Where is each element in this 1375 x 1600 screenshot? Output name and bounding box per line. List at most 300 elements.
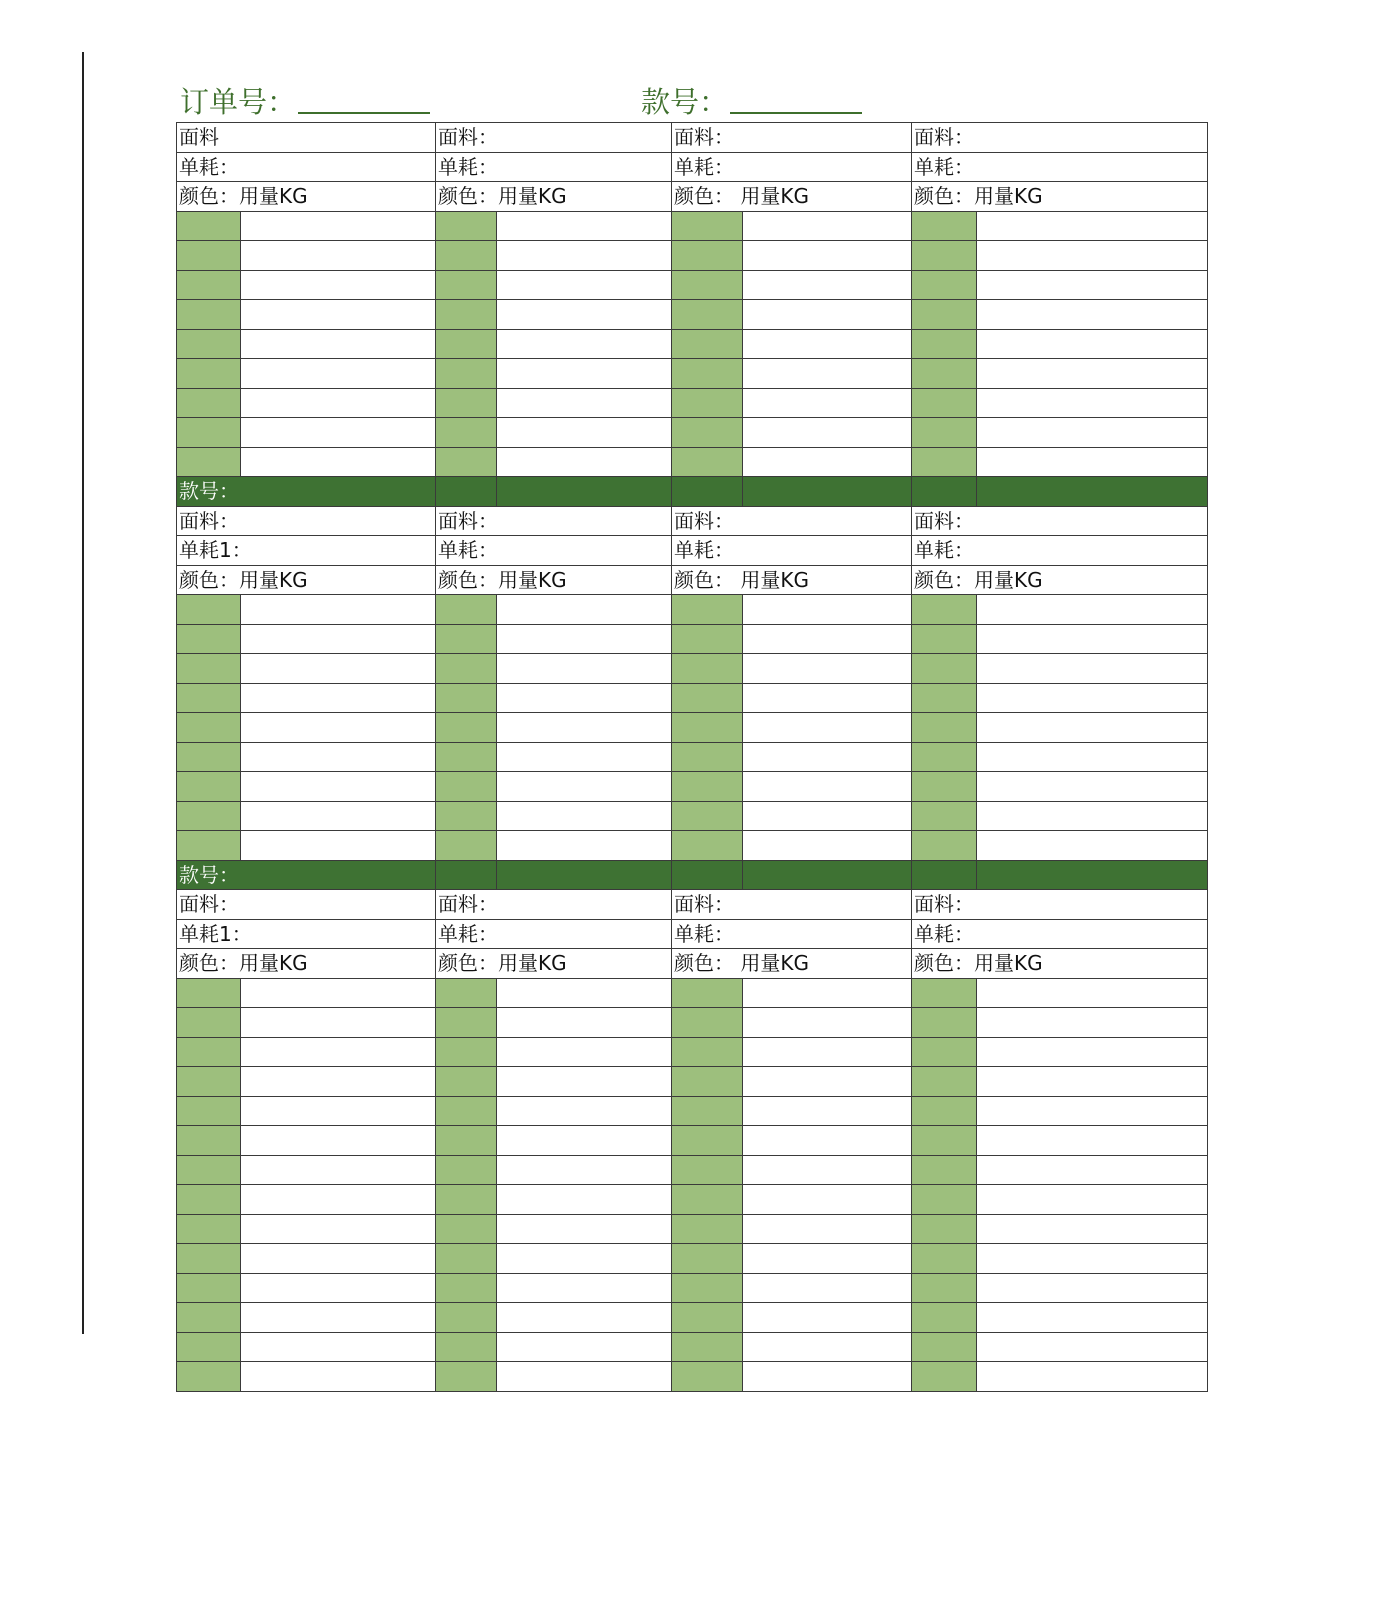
color-swatch-cell[interactable] [436,447,497,477]
usage-kg-cell[interactable] [977,329,1208,359]
color-swatch-cell[interactable] [912,300,977,330]
usage-kg-cell[interactable] [977,300,1208,330]
usage-kg-cell[interactable] [241,801,436,831]
color-swatch-cell[interactable] [436,683,497,713]
usage-kg-cell[interactable] [241,772,436,802]
color-swatch-cell[interactable] [436,359,497,389]
color-swatch-cell[interactable] [436,211,497,241]
usage-kg-cell[interactable] [241,270,436,300]
usage-kg-cell[interactable] [977,211,1208,241]
color-swatch-cell[interactable] [177,1273,241,1303]
color-swatch-cell[interactable] [672,1037,743,1067]
order-number-blank[interactable] [298,82,430,114]
style-band-cell[interactable] [436,477,497,507]
usage-kg-cell[interactable] [743,1096,912,1126]
usage-kg-cell[interactable] [743,359,912,389]
usage-kg-cell[interactable] [241,1155,436,1185]
usage-kg-cell[interactable] [497,624,672,654]
usage-kg-cell[interactable] [497,388,672,418]
usage-kg-cell[interactable] [743,683,912,713]
color-swatch-cell[interactable] [436,300,497,330]
usage-kg-cell[interactable] [743,388,912,418]
color-swatch-cell[interactable] [436,742,497,772]
color-swatch-cell[interactable] [672,1096,743,1126]
color-swatch-cell[interactable] [177,1096,241,1126]
color-swatch-cell[interactable] [912,447,977,477]
usage-kg-cell[interactable] [241,713,436,743]
fabric-cell[interactable]: 面料 [177,123,436,153]
color-swatch-cell[interactable] [436,831,497,861]
color-swatch-cell[interactable] [912,1244,977,1274]
style-band-cell[interactable] [912,860,977,890]
color-swatch-cell[interactable] [436,388,497,418]
color-swatch-cell[interactable] [436,624,497,654]
fabric-cell[interactable]: 面料： [177,890,436,920]
color-swatch-cell[interactable] [177,978,241,1008]
usage-kg-cell[interactable] [977,418,1208,448]
consumption-cell[interactable]: 单耗1： [177,536,436,566]
color-swatch-cell[interactable] [672,831,743,861]
usage-kg-cell[interactable] [497,978,672,1008]
usage-kg-cell[interactable] [497,1214,672,1244]
usage-kg-cell[interactable] [977,624,1208,654]
usage-kg-cell[interactable] [743,1303,912,1333]
usage-kg-cell[interactable] [241,447,436,477]
fabric-cell[interactable]: 面料： [436,123,672,153]
usage-kg-cell[interactable] [977,1126,1208,1156]
fabric-cell[interactable]: 面料： [436,890,672,920]
color-swatch-cell[interactable] [177,418,241,448]
usage-kg-cell[interactable] [241,1214,436,1244]
color-usage-cell[interactable]: 颜色：用量KG [912,565,1208,595]
color-swatch-cell[interactable] [672,1126,743,1156]
color-swatch-cell[interactable] [912,1008,977,1038]
color-swatch-cell[interactable] [912,1273,977,1303]
usage-kg-cell[interactable] [497,359,672,389]
usage-kg-cell[interactable] [241,1185,436,1215]
usage-kg-cell[interactable] [241,1008,436,1038]
usage-kg-cell[interactable] [743,1008,912,1038]
usage-kg-cell[interactable] [241,595,436,625]
color-swatch-cell[interactable] [177,241,241,271]
color-swatch-cell[interactable] [912,388,977,418]
fabric-cell[interactable]: 面料： [436,506,672,536]
color-swatch-cell[interactable] [436,1155,497,1185]
color-swatch-cell[interactable] [672,1332,743,1362]
usage-kg-cell[interactable] [497,1332,672,1362]
usage-kg-cell[interactable] [241,1096,436,1126]
color-swatch-cell[interactable] [912,1155,977,1185]
color-swatch-cell[interactable] [177,211,241,241]
color-swatch-cell[interactable] [912,1037,977,1067]
usage-kg-cell[interactable] [497,801,672,831]
color-swatch-cell[interactable] [672,447,743,477]
color-swatch-cell[interactable] [436,1244,497,1274]
style-band-cell[interactable] [743,860,912,890]
usage-kg-cell[interactable] [743,1214,912,1244]
color-swatch-cell[interactable] [672,211,743,241]
usage-kg-cell[interactable] [241,1273,436,1303]
usage-kg-cell[interactable] [743,1067,912,1097]
color-swatch-cell[interactable] [177,1214,241,1244]
color-swatch-cell[interactable] [177,359,241,389]
style-band-cell[interactable] [497,860,672,890]
color-swatch-cell[interactable] [436,329,497,359]
color-swatch-cell[interactable] [672,270,743,300]
usage-kg-cell[interactable] [977,1332,1208,1362]
usage-kg-cell[interactable] [977,801,1208,831]
color-swatch-cell[interactable] [912,1067,977,1097]
color-usage-cell[interactable]: 颜色：用量KG [177,182,436,212]
color-swatch-cell[interactable] [912,801,977,831]
color-swatch-cell[interactable] [177,801,241,831]
usage-kg-cell[interactable] [977,831,1208,861]
usage-kg-cell[interactable] [497,241,672,271]
color-swatch-cell[interactable] [672,1067,743,1097]
color-swatch-cell[interactable] [436,1185,497,1215]
color-swatch-cell[interactable] [436,772,497,802]
color-swatch-cell[interactable] [177,713,241,743]
usage-kg-cell[interactable] [743,418,912,448]
usage-kg-cell[interactable] [497,1067,672,1097]
consumption-cell[interactable]: 单耗： [436,919,672,949]
usage-kg-cell[interactable] [743,801,912,831]
usage-kg-cell[interactable] [743,1273,912,1303]
color-swatch-cell[interactable] [436,713,497,743]
usage-kg-cell[interactable] [743,1126,912,1156]
color-usage-cell[interactable]: 颜色： 用量KG [672,182,912,212]
color-swatch-cell[interactable] [672,1214,743,1244]
color-swatch-cell[interactable] [912,1126,977,1156]
color-swatch-cell[interactable] [436,654,497,684]
color-swatch-cell[interactable] [912,270,977,300]
fabric-cell[interactable]: 面料： [672,123,912,153]
color-swatch-cell[interactable] [436,418,497,448]
color-swatch-cell[interactable] [672,359,743,389]
usage-kg-cell[interactable] [241,1362,436,1392]
usage-kg-cell[interactable] [241,683,436,713]
color-swatch-cell[interactable] [672,241,743,271]
color-swatch-cell[interactable] [912,1096,977,1126]
usage-kg-cell[interactable] [497,1273,672,1303]
usage-kg-cell[interactable] [497,1037,672,1067]
color-usage-cell[interactable]: 颜色：用量KG [912,182,1208,212]
color-swatch-cell[interactable] [436,270,497,300]
color-swatch-cell[interactable] [912,595,977,625]
usage-kg-cell[interactable] [497,595,672,625]
usage-kg-cell[interactable] [977,447,1208,477]
consumption-cell[interactable]: 单耗： [672,536,912,566]
usage-kg-cell[interactable] [497,1244,672,1274]
color-swatch-cell[interactable] [912,654,977,684]
usage-kg-cell[interactable] [743,654,912,684]
color-swatch-cell[interactable] [436,1214,497,1244]
usage-kg-cell[interactable] [977,388,1208,418]
fabric-cell[interactable]: 面料： [672,506,912,536]
usage-kg-cell[interactable] [241,654,436,684]
usage-kg-cell[interactable] [977,742,1208,772]
color-swatch-cell[interactable] [177,772,241,802]
usage-kg-cell[interactable] [977,654,1208,684]
color-swatch-cell[interactable] [672,1185,743,1215]
color-swatch-cell[interactable] [672,595,743,625]
usage-kg-cell[interactable] [977,1155,1208,1185]
usage-kg-cell[interactable] [241,418,436,448]
usage-kg-cell[interactable] [977,1273,1208,1303]
usage-kg-cell[interactable] [497,772,672,802]
color-swatch-cell[interactable] [672,418,743,448]
usage-kg-cell[interactable] [497,831,672,861]
style-band-cell[interactable] [977,860,1208,890]
color-swatch-cell[interactable] [177,654,241,684]
color-swatch-cell[interactable] [912,1303,977,1333]
usage-kg-cell[interactable] [241,624,436,654]
color-swatch-cell[interactable] [436,1362,497,1392]
color-swatch-cell[interactable] [672,1155,743,1185]
consumption-cell[interactable]: 单耗： [912,152,1208,182]
color-swatch-cell[interactable] [436,1332,497,1362]
color-swatch-cell[interactable] [177,831,241,861]
color-usage-cell[interactable]: 颜色：用量KG [177,565,436,595]
usage-kg-cell[interactable] [743,713,912,743]
usage-kg-cell[interactable] [743,329,912,359]
color-swatch-cell[interactable] [436,801,497,831]
color-swatch-cell[interactable] [177,1037,241,1067]
usage-kg-cell[interactable] [241,1126,436,1156]
color-swatch-cell[interactable] [436,1273,497,1303]
color-swatch-cell[interactable] [177,270,241,300]
usage-kg-cell[interactable] [743,1037,912,1067]
usage-kg-cell[interactable] [977,713,1208,743]
color-swatch-cell[interactable] [672,1303,743,1333]
color-swatch-cell[interactable] [672,300,743,330]
color-usage-cell[interactable]: 颜色：用量KG [912,949,1208,979]
color-swatch-cell[interactable] [912,831,977,861]
color-swatch-cell[interactable] [672,624,743,654]
fabric-cell[interactable]: 面料： [912,890,1208,920]
color-swatch-cell[interactable] [436,595,497,625]
usage-kg-cell[interactable] [497,1362,672,1392]
color-swatch-cell[interactable] [912,683,977,713]
usage-kg-cell[interactable] [241,1303,436,1333]
style-band-cell[interactable] [977,477,1208,507]
consumption-cell[interactable]: 单耗： [912,919,1208,949]
color-swatch-cell[interactable] [436,1008,497,1038]
usage-kg-cell[interactable] [977,1067,1208,1097]
color-swatch-cell[interactable] [912,978,977,1008]
usage-kg-cell[interactable] [241,1332,436,1362]
style-band-cell[interactable] [672,477,743,507]
usage-kg-cell[interactable] [241,388,436,418]
color-swatch-cell[interactable] [672,1273,743,1303]
usage-kg-cell[interactable] [497,418,672,448]
fabric-cell[interactable]: 面料： [912,123,1208,153]
usage-kg-cell[interactable] [977,683,1208,713]
color-swatch-cell[interactable] [912,1185,977,1215]
color-swatch-cell[interactable] [672,801,743,831]
usage-kg-cell[interactable] [241,211,436,241]
color-swatch-cell[interactable] [436,1067,497,1097]
color-swatch-cell[interactable] [436,1126,497,1156]
color-swatch-cell[interactable] [177,447,241,477]
usage-kg-cell[interactable] [977,772,1208,802]
color-swatch-cell[interactable] [912,241,977,271]
color-swatch-cell[interactable] [436,1037,497,1067]
fabric-cell[interactable]: 面料： [177,506,436,536]
color-swatch-cell[interactable] [672,388,743,418]
usage-kg-cell[interactable] [497,1155,672,1185]
consumption-cell[interactable]: 单耗： [912,536,1208,566]
usage-kg-cell[interactable] [241,241,436,271]
color-swatch-cell[interactable] [177,1185,241,1215]
color-swatch-cell[interactable] [436,1303,497,1333]
usage-kg-cell[interactable] [743,978,912,1008]
style-band-label[interactable]: 款号： [177,860,436,890]
consumption-cell[interactable]: 单耗： [672,919,912,949]
consumption-cell[interactable]: 单耗1： [177,919,436,949]
usage-kg-cell[interactable] [743,595,912,625]
color-swatch-cell[interactable] [672,654,743,684]
usage-kg-cell[interactable] [977,1096,1208,1126]
usage-kg-cell[interactable] [977,1362,1208,1392]
usage-kg-cell[interactable] [241,329,436,359]
color-swatch-cell[interactable] [912,772,977,802]
usage-kg-cell[interactable] [977,1214,1208,1244]
usage-kg-cell[interactable] [497,270,672,300]
usage-kg-cell[interactable] [497,1126,672,1156]
color-swatch-cell[interactable] [177,1244,241,1274]
color-usage-cell[interactable]: 颜色：用量KG [436,949,672,979]
color-swatch-cell[interactable] [672,1008,743,1038]
usage-kg-cell[interactable] [241,1067,436,1097]
color-swatch-cell[interactable] [177,1155,241,1185]
usage-kg-cell[interactable] [977,1185,1208,1215]
style-number-blank[interactable] [730,82,862,114]
usage-kg-cell[interactable] [497,1096,672,1126]
usage-kg-cell[interactable] [977,270,1208,300]
color-swatch-cell[interactable] [912,418,977,448]
fabric-cell[interactable]: 面料： [912,506,1208,536]
usage-kg-cell[interactable] [743,1362,912,1392]
color-swatch-cell[interactable] [672,742,743,772]
color-swatch-cell[interactable] [672,978,743,1008]
usage-kg-cell[interactable] [977,1244,1208,1274]
style-band-cell[interactable] [912,477,977,507]
usage-kg-cell[interactable] [241,831,436,861]
style-band-cell[interactable] [672,860,743,890]
usage-kg-cell[interactable] [977,241,1208,271]
style-band-cell[interactable] [436,860,497,890]
usage-kg-cell[interactable] [241,978,436,1008]
color-swatch-cell[interactable] [912,1362,977,1392]
usage-kg-cell[interactable] [743,1244,912,1274]
color-swatch-cell[interactable] [672,683,743,713]
usage-kg-cell[interactable] [977,978,1208,1008]
color-usage-cell[interactable]: 颜色：用量KG [436,182,672,212]
usage-kg-cell[interactable] [497,447,672,477]
usage-kg-cell[interactable] [497,742,672,772]
color-swatch-cell[interactable] [436,1096,497,1126]
consumption-cell[interactable]: 单耗： [436,536,672,566]
fabric-cell[interactable]: 面料： [672,890,912,920]
color-swatch-cell[interactable] [177,595,241,625]
color-swatch-cell[interactable] [912,329,977,359]
usage-kg-cell[interactable] [241,359,436,389]
color-swatch-cell[interactable] [672,1362,743,1392]
consumption-cell[interactable]: 单耗： [436,152,672,182]
color-swatch-cell[interactable] [912,1332,977,1362]
usage-kg-cell[interactable] [497,300,672,330]
usage-kg-cell[interactable] [743,772,912,802]
usage-kg-cell[interactable] [497,683,672,713]
usage-kg-cell[interactable] [743,447,912,477]
usage-kg-cell[interactable] [743,211,912,241]
color-swatch-cell[interactable] [177,1303,241,1333]
usage-kg-cell[interactable] [977,1008,1208,1038]
usage-kg-cell[interactable] [743,1155,912,1185]
color-swatch-cell[interactable] [177,1126,241,1156]
usage-kg-cell[interactable] [497,713,672,743]
usage-kg-cell[interactable] [241,1244,436,1274]
color-swatch-cell[interactable] [672,713,743,743]
color-usage-cell[interactable]: 颜色： 用量KG [672,949,912,979]
style-band-label[interactable]: 款号： [177,477,436,507]
color-swatch-cell[interactable] [177,624,241,654]
color-swatch-cell[interactable] [177,1008,241,1038]
color-usage-cell[interactable]: 颜色：用量KG [436,565,672,595]
usage-kg-cell[interactable] [743,742,912,772]
color-swatch-cell[interactable] [672,1244,743,1274]
usage-kg-cell[interactable] [977,359,1208,389]
color-swatch-cell[interactable] [672,329,743,359]
usage-kg-cell[interactable] [241,742,436,772]
usage-kg-cell[interactable] [497,654,672,684]
usage-kg-cell[interactable] [241,1037,436,1067]
usage-kg-cell[interactable] [743,1185,912,1215]
color-swatch-cell[interactable] [912,742,977,772]
usage-kg-cell[interactable] [977,1303,1208,1333]
usage-kg-cell[interactable] [743,300,912,330]
consumption-cell[interactable]: 单耗： [177,152,436,182]
style-band-cell[interactable] [743,477,912,507]
usage-kg-cell[interactable] [743,241,912,271]
color-swatch-cell[interactable] [912,211,977,241]
color-swatch-cell[interactable] [912,624,977,654]
color-swatch-cell[interactable] [177,742,241,772]
color-swatch-cell[interactable] [912,713,977,743]
color-swatch-cell[interactable] [912,1214,977,1244]
color-swatch-cell[interactable] [177,329,241,359]
usage-kg-cell[interactable] [743,831,912,861]
color-swatch-cell[interactable] [177,683,241,713]
color-swatch-cell[interactable] [177,1362,241,1392]
usage-kg-cell[interactable] [977,595,1208,625]
color-usage-cell[interactable]: 颜色： 用量KG [672,565,912,595]
color-swatch-cell[interactable] [177,388,241,418]
color-swatch-cell[interactable] [177,1332,241,1362]
consumption-cell[interactable]: 单耗： [672,152,912,182]
color-swatch-cell[interactable] [177,1067,241,1097]
usage-kg-cell[interactable] [743,624,912,654]
usage-kg-cell[interactable] [497,1008,672,1038]
usage-kg-cell[interactable] [977,1037,1208,1067]
usage-kg-cell[interactable] [241,300,436,330]
usage-kg-cell[interactable] [497,1303,672,1333]
style-band-cell[interactable] [497,477,672,507]
usage-kg-cell[interactable] [497,1185,672,1215]
color-swatch-cell[interactable] [177,300,241,330]
color-usage-cell[interactable]: 颜色：用量KG [177,949,436,979]
